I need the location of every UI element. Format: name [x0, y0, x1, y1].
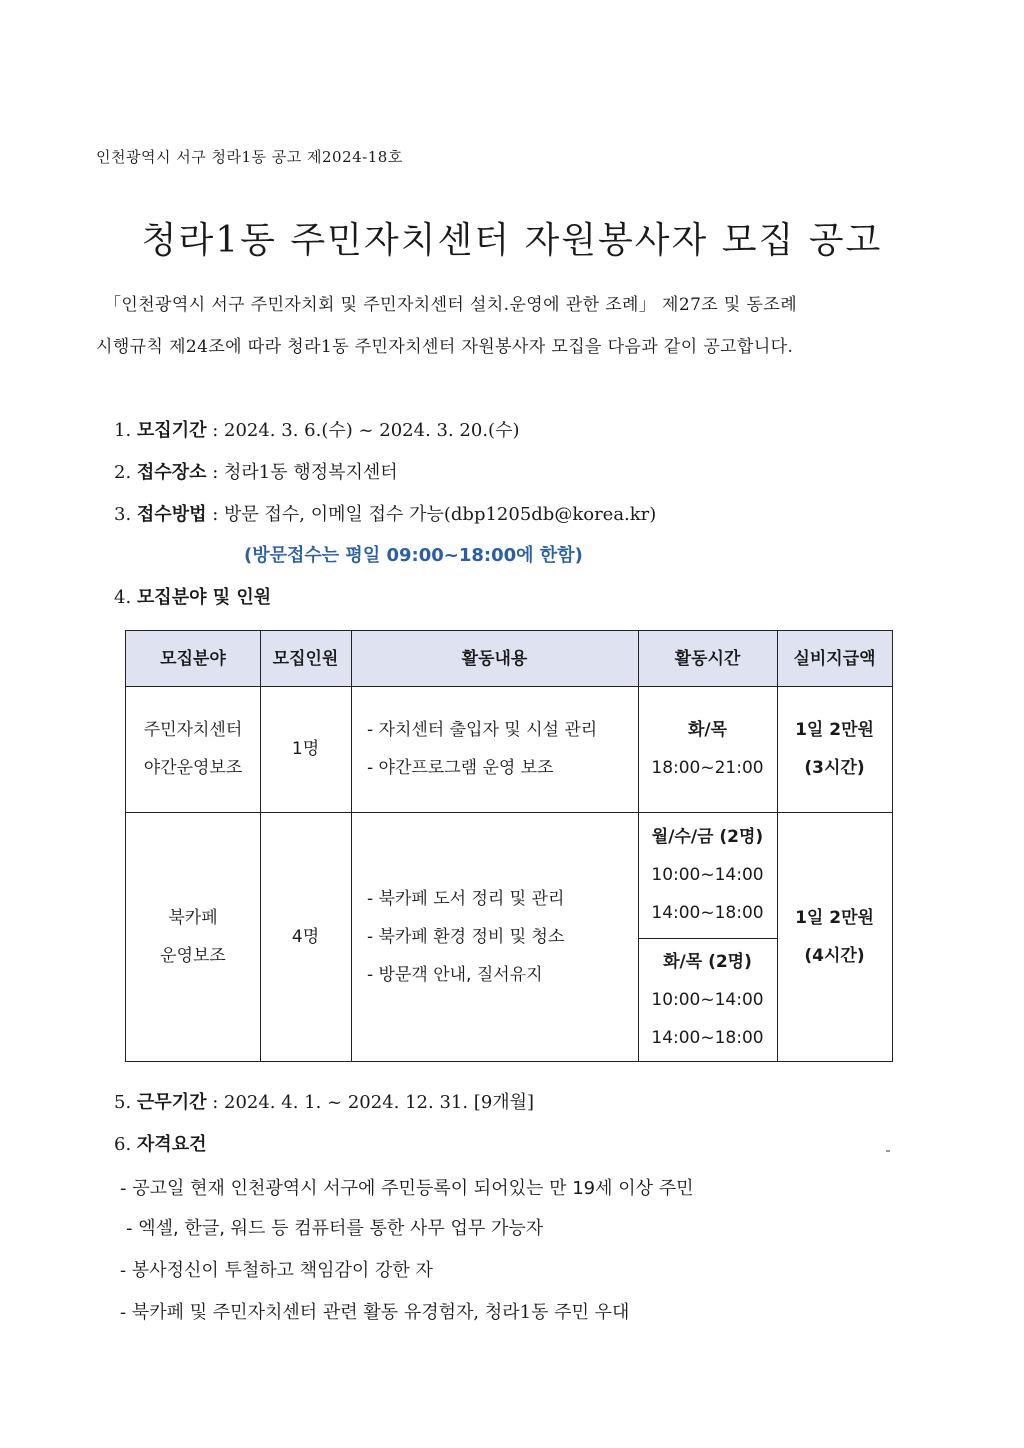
row1-activity: - 자치센터 출입자 및 시설 관리 — [367, 720, 598, 740]
item-number: 3. — [114, 504, 132, 525]
header-pay: 실비지급액 — [777, 631, 892, 686]
table-divider — [777, 631, 778, 1061]
item-label: 자격요건 — [136, 1134, 207, 1155]
row2-activity: - 방문객 안내, 질서유지 — [367, 965, 543, 985]
header-field: 모집분야 — [126, 631, 260, 686]
table-divider — [638, 938, 777, 939]
row1-time — [638, 686, 777, 812]
row2-slot-b-time: 14:00~18:00 — [651, 1028, 764, 1048]
item-application-method — [114, 500, 656, 526]
table-divider — [351, 631, 352, 1061]
row2-activity: - 북카페 환경 정비 및 청소 — [367, 927, 565, 947]
table-divider — [126, 686, 892, 687]
item-value: 방문 접수, 이메일 접수 가능(dbp1205db@korea.kr) — [224, 504, 657, 525]
item-label: 근무기간 — [136, 1092, 207, 1113]
item-separator: : — [206, 504, 224, 525]
row1-time-range: 18:00~21:00 — [651, 758, 764, 778]
row2-slot-a-time: 10:00~14:00 — [651, 865, 764, 885]
row2-slot-a — [638, 812, 777, 938]
row1-field-line: 주민자치센터 — [143, 720, 243, 740]
row2-pay-amount: 1일 2만원 — [795, 908, 874, 928]
row1-activities — [351, 686, 638, 812]
item-recruit-fields — [114, 583, 271, 609]
item-value: 청라1동 행정복지센터 — [224, 462, 398, 483]
row2-field-line: 운영보조 — [160, 946, 226, 966]
row2-activities — [351, 812, 638, 1062]
item-number: 5. — [114, 1092, 132, 1113]
row1-field — [126, 686, 260, 812]
table-divider — [260, 631, 261, 1061]
row2-count: 4명 — [291, 927, 320, 947]
qualification-item: - 공고일 현재 인천광역시 서구에 주민등록이 되어있는 만 19세 이상 주민 — [120, 1178, 694, 1199]
item-label: 모집분야 및 인원 — [136, 587, 272, 608]
row1-count: 1명 — [291, 739, 320, 759]
qualification-item: - 봉사정신이 투철하고 책임감이 강한 자 — [120, 1260, 433, 1281]
item-separator: : — [206, 420, 224, 441]
intro-line-1: 「인천광역시 서구 주민자치회 및 주민자치센터 설치.운영에 관한 조례」 제27조 및 동조례 — [104, 295, 798, 315]
row2-slot-a-time: 14:00~18:00 — [651, 903, 764, 923]
visit-hours-note: (방문접수는 평일 09:00~18:00에 한함) — [244, 545, 583, 566]
row2-slot-b-days: 화/목 (2명) — [663, 952, 752, 972]
notice-number: 인천광역시 서구 청라1동 공고 제2024-18호 — [96, 148, 403, 166]
scan-speck — [886, 1150, 890, 1152]
item-label: 접수장소 — [136, 462, 207, 483]
qualification-item: - 북카페 및 주민자치센터 관련 활동 유경험자, 청라1동 주민 우대 — [120, 1302, 630, 1323]
row1-pay-amount: 1일 2만원 — [795, 720, 874, 740]
header-activities: 활동내용 — [351, 631, 638, 686]
header-time: 활동시간 — [638, 631, 777, 686]
item-separator: : — [206, 1092, 224, 1113]
row1-time-days: 화/목 — [687, 720, 728, 740]
item-qualifications — [114, 1130, 206, 1156]
row2-slot-b-time: 10:00~14:00 — [651, 990, 764, 1010]
item-application-place — [114, 458, 398, 484]
item-value: 2024. 4. 1. ~ 2024. 12. 31. [9개월] — [224, 1092, 535, 1113]
row1-activity: - 야간프로그램 운영 보조 — [367, 758, 554, 778]
item-number: 6. — [114, 1134, 132, 1155]
row2-slot-a-days: 월/수/금 (2명) — [651, 827, 764, 847]
item-number: 1. — [114, 420, 132, 441]
item-separator: : — [206, 462, 224, 483]
item-work-period — [114, 1088, 534, 1114]
row1-pay-hours: (3시간) — [804, 758, 865, 778]
page-title: 청라1동 주민자치센터 자원봉사자 모집 공고 — [141, 220, 883, 261]
row2-slot-b — [638, 938, 777, 1062]
header-count: 모집인원 — [260, 631, 351, 686]
row1-field-line: 야간운영보조 — [143, 758, 243, 778]
recruit-table — [125, 630, 893, 1062]
row2-pay — [777, 812, 892, 1062]
row2-field — [126, 812, 260, 1062]
table-divider — [638, 631, 639, 1061]
item-value: 2024. 3. 6.(수) ~ 2024. 3. 20.(수) — [224, 420, 520, 441]
table-divider — [126, 812, 892, 813]
qualification-item: - 엑셀, 한글, 워드 등 컴퓨터를 통한 사무 업무 가능자 — [126, 1218, 544, 1239]
row2-field-line: 북카페 — [168, 908, 218, 928]
row2-activity: - 북카페 도서 정리 및 관리 — [367, 889, 565, 909]
item-number: 4. — [114, 587, 132, 608]
row2-pay-hours: (4시간) — [804, 946, 865, 966]
item-number: 2. — [114, 462, 132, 483]
item-recruit-period — [114, 416, 520, 442]
row1-pay — [777, 686, 892, 812]
intro-line-2: 시행규칙 제24조에 따라 청라1동 주민자치센터 자원봉사자 모집을 다음과 같이 공고합니다. — [96, 337, 794, 357]
item-label: 모집기간 — [136, 420, 207, 441]
item-label: 접수방법 — [136, 504, 207, 525]
